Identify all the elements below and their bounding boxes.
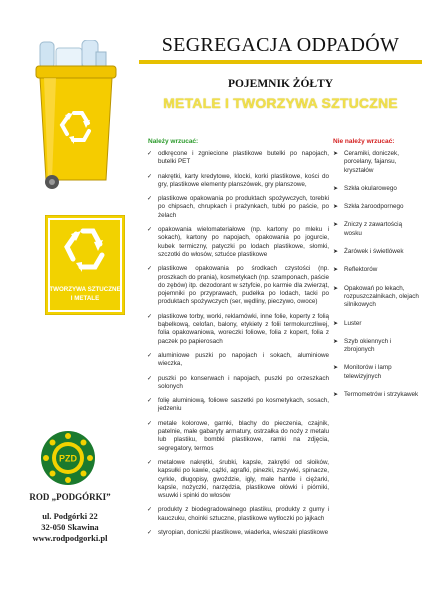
organization-info: [10, 492, 130, 544]
not-allowed-item: [333, 285, 419, 310]
bullet-icon: ➤: [333, 392, 339, 399]
allowed-item: [147, 397, 329, 414]
allowed-item: [147, 150, 329, 167]
not-allowed-item-text: Szkła żaroodpornego: [344, 203, 404, 211]
checkmark-icon: ✓: [147, 151, 153, 157]
bullet-icon: ➤: [333, 320, 339, 327]
bullet-icon: ➤: [333, 151, 339, 157]
page-title: SEGREGACJA ODPADÓW: [161, 34, 400, 56]
bullet-icon: ➤: [333, 267, 339, 274]
not-allowed-item-text: Luster: [344, 319, 362, 327]
organization-street: ul. Podgórki 22: [42, 511, 98, 521]
allowed-item-text: aluminiowe puszki po napojach i sokach, aluminiowe wieczka,: [158, 351, 329, 368]
left-panel: [0, 0, 130, 600]
not-allowed-item: [333, 391, 419, 399]
sticker-line-2: I METALE: [70, 295, 100, 302]
checkmark-icon: ✓: [147, 227, 153, 234]
checkmark-icon: ✓: [147, 507, 153, 514]
allowed-item: [147, 173, 329, 190]
allowed-item: [147, 265, 329, 306]
allowed-item-text: produkty z biodegradowalnego plastiku, produkty z gumy i kauczuku, choinki sztuczne, plastikowe wytłoczki po jajkach: [158, 506, 329, 522]
allowed-item: [147, 459, 329, 500]
bullet-icon: ➤: [333, 249, 339, 256]
not-allowed-item: [333, 203, 419, 211]
sticker-line-1: TWORZYWA SZTUCZNE: [49, 286, 121, 293]
allowed-item-text: styropian, doniczki plastikowe, wiaderka, wieszaki plastikowe: [158, 528, 329, 536]
not-allowed-item: [333, 248, 419, 256]
allowed-item-text: plastikowe opakowania po produktach spożywczych, torebki po chipsach, chrupkach i prażynkach, tubki po paście, po żelach: [158, 195, 329, 219]
allowed-item: [147, 375, 329, 392]
allowed-item: [147, 420, 329, 453]
not-allowed-item-text: Reflektorów: [344, 266, 378, 274]
checkmark-icon: ✓: [147, 529, 153, 536]
not-allowed-item: [333, 364, 419, 381]
recycling-sticker: [45, 215, 125, 315]
allowed-item-text: odkręcone i zgniecione plastikowe butelki po napojach, butelki PET: [158, 150, 329, 166]
bullet-icon: ➤: [333, 222, 339, 229]
checkmark-icon: ✓: [147, 196, 153, 203]
allowed-item: [147, 506, 329, 523]
checkmark-icon: ✓: [147, 375, 153, 382]
not-allowed-heading: Nie należy wrzucać:: [333, 138, 395, 145]
not-allowed-item: [333, 185, 419, 193]
not-allowed-item-text: Termometrów i strzykawek: [344, 391, 419, 399]
allowed-heading: Należy wrzucać:: [148, 138, 199, 145]
checkmark-icon: ✓: [147, 352, 153, 359]
bullet-icon: ➤: [333, 365, 339, 372]
bullet-icon: ➤: [333, 185, 339, 192]
allowed-item: [147, 529, 329, 537]
not-allowed-item-text: Ceramiki, doniczek, porcelany, fajansu, kryształów: [344, 150, 399, 174]
not-allowed-item: [333, 221, 419, 238]
not-allowed-item-text: Opakowań po lekach, rozpuszczalnikach, olejach silnikowych: [344, 284, 419, 309]
category-banner: METALE I TWORZYWA SZTUCZNE: [163, 95, 398, 111]
allowed-item: [147, 352, 329, 369]
allowed-item-text: plastikowe torby, worki, reklamówki, inne folie, koperty z folią bąbelkową, celofan, balony, etykiety z folii termokurczliwej, folia opakowaniowa, woreczki foliowe, folia z kopert, folia z paczek po papierosach: [158, 312, 329, 345]
checkmark-icon: ✓: [147, 420, 153, 427]
allowed-item: [147, 226, 329, 259]
bullet-icon: ➤: [333, 285, 339, 292]
bullet-icon: ➤: [333, 338, 339, 345]
allowed-item-text: nakrętki, karty kredytowe, klocki, korki plastikowe, kości do gry, plastikowe elementy planszówek, gry planszowe,: [158, 172, 329, 188]
not-allowed-item: [333, 338, 419, 355]
organization-city: 32-050 Skawina: [41, 522, 99, 532]
not-allowed-item: [333, 320, 419, 328]
allowed-list: [147, 150, 329, 543]
not-allowed-item: [333, 266, 419, 274]
bullet-icon: ➤: [333, 204, 339, 211]
checkmark-icon: ✓: [147, 266, 153, 273]
checkmark-icon: ✓: [147, 398, 153, 405]
allowed-item: [147, 195, 329, 220]
not-allowed-item-text: Żarówek i świetlówek: [344, 248, 404, 256]
not-allowed-item-text: Monitorów i lamp telewizyjnych: [344, 364, 392, 380]
logo-text: PZD: [59, 453, 77, 464]
checkmark-icon: ✓: [147, 459, 153, 466]
not-allowed-list: [333, 150, 419, 409]
allowed-item: [147, 313, 329, 346]
allowed-item-text: metale kolorowe, garnki, blachy do pieczenia, czajnik, patelnie, małe gabaryty armatury, ostrzałka do noży z metalu lub plastiku, bombki plastikowe, ramki na zdjęcia, segregatory, termos: [158, 419, 329, 452]
not-allowed-item-text: Zniczy z zawartością wosku: [344, 221, 403, 237]
yellow-bin-illustration: [34, 40, 118, 190]
not-allowed-item-text: Szyb okiennych i zbrojonych: [344, 337, 392, 354]
not-allowed-item-text: Szkła okularowego: [344, 184, 397, 192]
organization-name: ROD „PODGÓRKI”: [29, 492, 111, 502]
organization-website: www.rodpodgorki.pl: [32, 533, 108, 543]
allowed-item-text: folię aluminiową, foliowe saszetki po kosmetykach, sosach, jedzeniu: [158, 397, 329, 413]
pzd-logo: [40, 430, 96, 486]
not-allowed-item: [333, 150, 419, 175]
allowed-item-text: plastikowe opakowania po środkach czystości (np. proszkach do prania), kosmetykach (np. szamponach, paście do zębów) itp. dezodorant w sztyfcie, po karmie dla zwierząt, pojemniki po przyprawach, pudełka po lodach, tacki po produktach spożywczych (ser, wędliny, pieczywo, owoce): [158, 265, 329, 306]
allowed-item-text: opakowania wielomateriałowe (np. kartony po mleku i sokach), kartony po napojach, opakowania po jogurcie, kubek termiczny, patyczki po lodach plastikowe, słomki, szczotki do włosów, sztućce plastikowe: [158, 226, 329, 258]
container-subtitle: POJEMNIK ŻÓŁTY: [227, 78, 334, 90]
title-divider: [139, 60, 422, 64]
allowed-item-text: puszki po konserwach i napojach, puszki po orzeszkach solonych: [158, 374, 329, 390]
allowed-item-text: metalowe nakrętki, śrubki, kapsle, zakrętki od słoików, kapsułki po kawie, cążki, agrafki, pinezki, zszywki, spinacze, cyrkle, długopisy, gwoździe, igły, małe hantle i ciężarki, kapsle, nożyczki, narzędzia, plastikowe ołówki i piórniki, wsuwki i spinki do włosów: [158, 458, 329, 500]
checkmark-icon: ✓: [147, 173, 153, 180]
checkmark-icon: ✓: [147, 313, 153, 320]
